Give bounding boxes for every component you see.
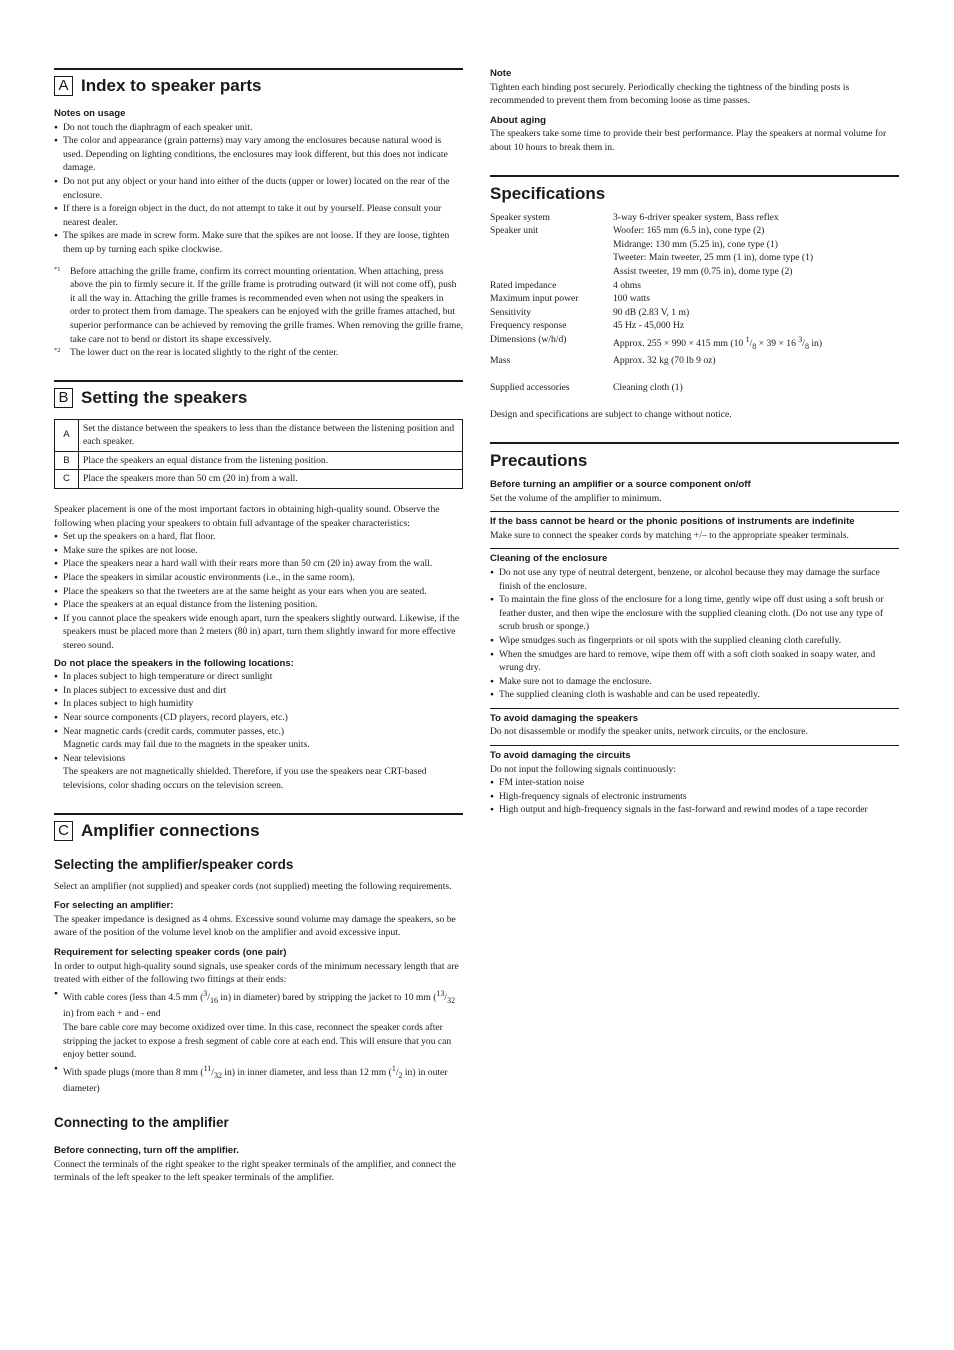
precaution-text: Set the volume of the amplifier to minimum. — [490, 492, 662, 504]
footnotes — [54, 265, 463, 360]
footnote-mark: *2 — [54, 347, 61, 355]
table-row — [490, 367, 899, 394]
row-text: Set the distance between the speakers to less than the distance between the listening position and each speaker. — [79, 419, 463, 451]
list-item: ● The spikes are made in screw form. Make sure that the spikes are not loose. If they are loose, tighten them up by turning each spike clockwise. — [54, 229, 463, 256]
precaution-text: Make sure to connect the speaker cords by matching +/– to the appropriate speaker terminals. — [490, 529, 849, 541]
aging-text: The speakers take some time to provide their best performance. Play the speakers at normal volume for about 10 hours to break them in. — [490, 128, 887, 153]
table-row — [490, 211, 899, 225]
subheading-connect: Connecting to the amplifier — [54, 1115, 229, 1131]
row-label: C — [55, 470, 79, 489]
section-c — [54, 813, 463, 1185]
row-text: Place the speakers more than 50 cm (20 in) from a wall. — [79, 470, 463, 489]
text-run: in) in outer diameter) — [63, 1066, 448, 1095]
table-row — [55, 419, 463, 451]
footnote — [54, 265, 463, 347]
list-item: ● Place the speakers near a hard wall with their rears more than 50 cm (20 in) away from the wall. — [54, 557, 463, 571]
section-c-title: Amplifier connections — [81, 820, 260, 840]
list-item — [54, 725, 463, 752]
list-item: ● If there is a foreign object in the duct, do not attempt to take it out by yourself. Please consult your nearest dealer. — [54, 202, 463, 229]
spec-line: Tweeter: Main tweeter, 25 mm (1 in), dome type (1) — [613, 252, 814, 264]
spec-line: Woofer: 165 mm (6.5 in), cone type (2) — [613, 225, 765, 237]
spec-value — [613, 224, 899, 278]
fraction-num: 3 — [203, 988, 208, 998]
item-text: Near televisions — [63, 752, 126, 764]
precaution-text: Do not disassemble or modify the speaker units, network circuits, or the enclosure. — [490, 726, 808, 738]
list-item: ● Wipe smudges such as fingerprints or oil spots with the supplied cleaning cloth carefully. — [490, 634, 899, 648]
fraction-den: 32 — [213, 1070, 222, 1080]
spec-key: Rated impedance — [490, 279, 557, 291]
spec-key: Speaker unit — [490, 225, 539, 237]
table-row — [490, 354, 899, 368]
fraction-den: 32 — [447, 995, 456, 1005]
donot-list — [54, 670, 463, 792]
table-row — [490, 292, 899, 306]
text-run: in) — [808, 338, 823, 350]
notes-list — [54, 121, 463, 257]
specifications-title: Specifications — [490, 175, 899, 205]
spec-value: 45 Hz - 45,000 Hz — [613, 320, 685, 332]
table-row — [490, 279, 899, 293]
item-note: The speakers are not magnetically shielded. Therefore, if you use the speakers near CRT-based televisions, color shading occurs on the television screen. — [63, 766, 427, 791]
list-item: ● The supplied cleaning cloth is washable and can be used repeatedly. — [490, 688, 899, 702]
spec-line: Assist tweeter, 19 mm (0.75 in), dome type (2) — [613, 265, 793, 277]
spec-line: Midrange: 130 mm (5.25 in), cone type (1) — [613, 238, 778, 250]
design-note: Design and specifications are subject to change without notice. — [490, 409, 732, 421]
list-item: ● To maintain the fine gloss of the enclosure for a long time, gently wipe off dust using a soft brush or feather duster, and then wipe the enclosure with the supplied cleaning cloth. (Do not use any type of scrub brush or sponge.) — [490, 593, 899, 634]
list-item: ● Make sure the spikes are not loose. — [54, 544, 463, 558]
section-a-letter: A — [54, 76, 73, 96]
spec-key: Speaker system — [490, 211, 550, 223]
item-note: The bare cable core may become oxidized over time. In this case, reconnect the speaker cords after stripping the jacket to expose a fresh segment of cable core at each end. This will ensure that you can enjoy better sound. — [63, 1021, 452, 1061]
fittings-list — [54, 987, 463, 1096]
subheading-cords: Selecting the amplifier/speaker cords — [54, 856, 294, 872]
table-row — [55, 470, 463, 489]
aging-heading: About aging — [490, 114, 546, 126]
footnote-text: Before attaching the grille frame, confirm its correct mounting orientation. When attaching, press above the pin to firmly secure it. If the grille frame is protruding outward (it will not come off), push it all the way in. Attaching the grille frames is recommended even when not using the speakers in order to protect them from damage. The speakers can be enjoyed with the grille frames attached, but superior performance can be achieved by removing the grille frames. When removing the grille frame, take care not to bend or distort its shape excessively. — [70, 265, 464, 345]
list-item: ● Do not put any object or your hand into either of the ducts (upper or lower) located on the rear of the enclosure. — [54, 175, 463, 202]
setting-table — [54, 419, 463, 489]
list-item: ● In places subject to high temperature or direct sunlight — [54, 670, 463, 684]
signals-list — [490, 776, 899, 817]
fraction-num: 1 — [391, 1063, 396, 1073]
amp-text: The speaker impedance is designed as 4 ohms. Excessive sound volume may damage the speakers, so be aware of the position of the volume level knob on the amplifier and avoid excessive input. — [54, 913, 456, 939]
spec-value: Cleaning cloth (1) — [613, 381, 683, 393]
list-item: ● Set up the speakers on a hard, flat floor. — [54, 530, 463, 544]
text-run: in) from each + and - end — [63, 1008, 161, 1020]
list-item: ● Place the speakers in similar acoustic environments (i.e., in the same room). — [54, 571, 463, 585]
precaution-heading: Cleaning of the enclosure — [490, 548, 899, 566]
specifications-table — [490, 211, 899, 395]
fraction-num: 3 — [798, 334, 803, 344]
specifications-section — [490, 175, 899, 422]
spec-key: Mass — [490, 354, 511, 366]
list-item: ● Do not touch the diaphragm of each speaker unit. — [54, 121, 463, 135]
spec-value: 100 watts — [613, 293, 651, 305]
fraction-num: 1 — [745, 334, 750, 344]
section-b — [54, 380, 463, 793]
spec-value: 4 ohms — [613, 279, 641, 291]
item-text: Near magnetic cards (credit cards, commuter passes, etc.) — [63, 725, 285, 737]
cord-text: In order to output high-quality sound signals, use speaker cords of the minimum necessary length that are treated with either of the following two fittings at their ends: — [54, 960, 459, 986]
spec-value: 3-way 6-driver speaker system, Bass reflex — [613, 211, 779, 223]
list-item: ● The color and appearance (grain patterns) may vary among the enclosures because natural wood is used. Depending on lighting conditions, the enclosures may look different, but this does not indicate damage. — [54, 134, 463, 175]
fraction-den: 16 — [209, 995, 218, 1005]
spec-key: Dimensions (w/h/d) — [490, 333, 567, 345]
footnote-mark: *1 — [54, 265, 61, 273]
spec-key: Sensitivity — [490, 306, 532, 318]
text-run: in) in inner diameter, and less than 12 mm ( — [221, 1066, 392, 1078]
placement-intro: Speaker placement is one of the most important factors in obtaining high-quality sound. Observe the following when placing your speakers to obtain full advantage of the speaker characteristics: — [54, 504, 440, 529]
notes-heading: Notes on usage — [54, 108, 126, 119]
section-c-header — [54, 813, 463, 842]
text-run: Approx. 255 × 990 × 415 mm (10 — [613, 338, 746, 350]
note-block — [490, 67, 899, 155]
precautions-section — [490, 442, 899, 817]
list-item: ● In places subject to excessive dust and dirt — [54, 684, 463, 698]
precaution-text: Do not input the following signals continuously: — [490, 763, 677, 775]
text-run: With spade plugs (more than 8 mm ( — [63, 1066, 204, 1078]
spec-key: Maximum input power — [490, 293, 579, 305]
fraction-den: 8 — [752, 342, 757, 351]
connect-heading: Before connecting, turn off the amplifier. — [54, 1145, 239, 1157]
cords-intro: Select an amplifier (not supplied) and speaker cords (not supplied) meeting the following requirements. — [54, 880, 452, 892]
connect-text: Connect the terminals of the right speaker to the right speaker terminals of the amplifier, and connect the terminals of the left speaker to the left speaker terminals of the amplifier. — [54, 1158, 456, 1184]
row-label: B — [55, 451, 79, 470]
list-item: ● When the smudges are hard to remove, wipe them off with a soft cloth soaked in soapy water, and wrung dry. — [490, 648, 899, 675]
section-b-header — [54, 380, 463, 409]
list-item: ● FM inter-station noise — [490, 776, 899, 790]
table-row — [490, 224, 899, 278]
precaution-heading: To avoid damaging the circuits — [490, 745, 899, 763]
cord-heading: Requirement for selecting speaker cords (one pair) — [54, 946, 287, 958]
text-run: in) in diameter) bared by stripping the jacket to 10 mm ( — [217, 991, 437, 1003]
table-row — [490, 333, 899, 354]
fraction-num: 11 — [203, 1063, 212, 1073]
table-row — [55, 451, 463, 470]
list-item: ● Make sure not to damage the enclosure. — [490, 675, 899, 689]
text-run: With cable cores (less than 4.5 mm ( — [63, 991, 204, 1003]
footnote — [54, 346, 463, 360]
placement-list — [54, 530, 463, 652]
cleaning-list — [490, 566, 899, 702]
fraction-den: 8 — [804, 342, 809, 351]
spec-value: Approx. 32 kg (70 lb 9 oz) — [613, 354, 716, 366]
table-row — [490, 319, 899, 333]
note-heading: Note — [490, 68, 512, 79]
section-a-title: Index to speaker parts — [81, 76, 262, 95]
section-c-letter: C — [54, 821, 73, 841]
list-item — [54, 752, 463, 793]
text-run: × 39 × 16 — [756, 338, 799, 350]
right-column — [490, 0, 899, 817]
list-item: ● With spade plugs (more than 8 mm ($^{11}/_{32}$ in) in inner diameter, and less than 12 mm ($^1/_2$ in) in outer diameter) — [54, 1062, 463, 1096]
donot-heading: Do not place the speakers in the following locations: — [54, 657, 294, 669]
section-a-header — [54, 68, 463, 97]
list-item: ● Near source components (CD players, record players, etc.) — [54, 711, 463, 725]
spec-key: Frequency response — [490, 320, 567, 332]
item-note: Magnetic cards may fail due to the magnets in the speaker units. — [63, 739, 310, 751]
table-row — [490, 306, 899, 320]
list-item: ● If you cannot place the speakers wide enough apart, turn the speakers slightly outward. Likewise, if the speakers must be placed more than 2 meters (80 in) apart, turn them slightly inward for more effective stereo sound. — [54, 612, 463, 653]
amp-heading: For selecting an amplifier: — [54, 900, 174, 912]
list-item: ● Do not use any type of neutral detergent, benzene, or alcohol because they may damage the surface finish of the enclosure. — [490, 566, 899, 593]
fraction-den: 2 — [398, 1070, 403, 1080]
precaution-heading: To avoid damaging the speakers — [490, 708, 899, 726]
list-item: ● Place the speakers at an equal distance from the listening position. — [54, 598, 463, 612]
note-text: Tighten each binding post securely. Periodically checking the tightness of the binding posts is recommended to prevent them from becoming loose as time passes. — [490, 81, 850, 107]
fraction-num: 13 — [436, 988, 445, 998]
left-column — [54, 0, 463, 1185]
list-item: ● High output and high-frequency signals in the fast-forward and rewind modes of a tape recorder — [490, 803, 899, 817]
list-item: ● With cable cores (less than 4.5 mm ($^3/_{16}$ in) in diameter) bared by stripping the jacket to 10 mm ($^{13}/_{32}$ in) from each + and - end The bare cable core may become oxidized over time. In this case, reconnect the speaker cords after stripping the jacket to expose a fresh segment of cable core at each end. This will ensure that you can enjoy better sound. — [54, 987, 463, 1062]
list-item: ● Place the speakers so that the tweeters are at the same height as your ears when you are seated. — [54, 585, 463, 599]
spec-key: Supplied accessories — [490, 381, 570, 393]
row-label: A — [55, 419, 79, 451]
spec-value: Approx. 255 × 990 × 415 mm (10 $^1/_8 \times 39 \times 16$ $^3/_8$ in) — [613, 334, 823, 351]
section-a — [54, 68, 463, 360]
spec-value: 90 dB (2.83 V, 1 m) — [613, 306, 690, 318]
section-b-title: Setting the speakers — [81, 387, 248, 407]
section-b-letter: B — [54, 388, 73, 408]
precaution-heading: If the bass cannot be heard or the phonic positions of instruments are indefinite — [490, 511, 899, 529]
list-item: ● High-frequency signals of electronic instruments — [490, 790, 899, 804]
precautions-title: Precautions — [490, 442, 899, 472]
row-text: Place the speakers an equal distance from the listening position. — [79, 451, 463, 470]
precaution-heading: Before turning an amplifier or a source component on/off — [490, 478, 751, 490]
footnote-text: The lower duct on the rear is located slightly to the right of the center. — [70, 347, 339, 359]
list-item: ● In places subject to high humidity — [54, 697, 463, 711]
